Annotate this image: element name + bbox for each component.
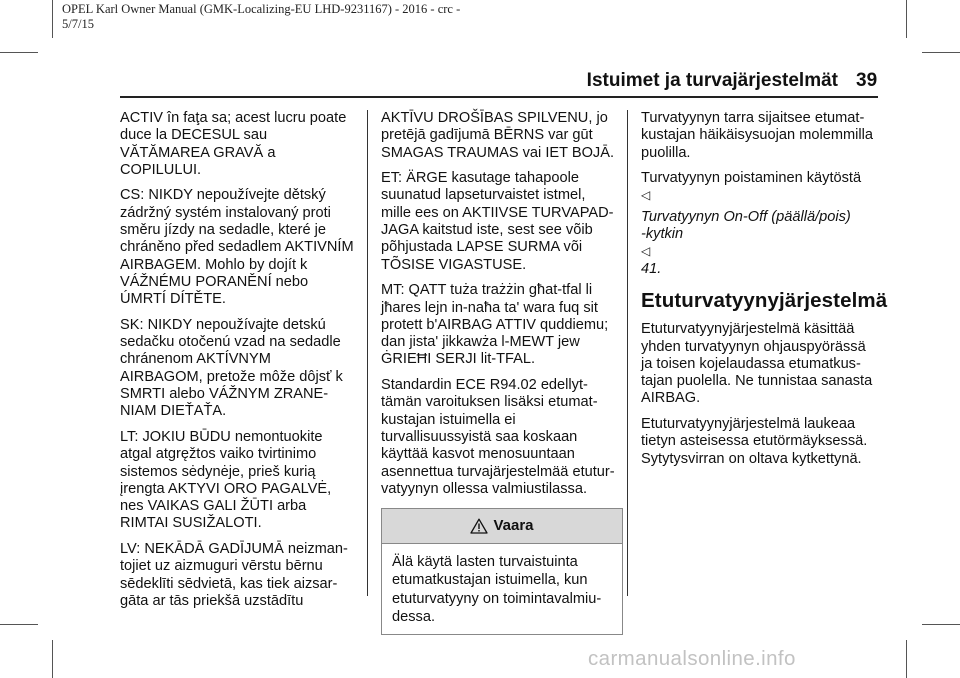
text-line: Etuturvatyynyjärjestelmä laukeaa [641, 416, 856, 433]
page-number: 39 [856, 70, 878, 91]
watermark: carmanualsonline.info [588, 647, 796, 670]
crop-mark [0, 52, 38, 53]
crop-mark [906, 0, 907, 38]
text-line: směru jízdy na sedadle, které je [120, 222, 327, 239]
text-line: yhden turvatyynyn ohjauspyörässä [641, 338, 866, 355]
column-1 [120, 110, 354, 619]
page-ref-arrow-icon: ◁ [641, 188, 651, 203]
text-line: ja toisen kojelaudassa etumatkus- [641, 355, 861, 372]
warning-triangle-icon [470, 518, 488, 534]
text-line: etumatkustajan istuimella, kun [392, 572, 588, 589]
text-line: duce la DECESUL sau [120, 127, 268, 144]
paragraph [381, 110, 623, 162]
text-fragment: -kytkin [641, 226, 684, 243]
text-line: ĠRIEĦI SERJI lit-TFAL. [381, 351, 536, 368]
crop-mark [0, 624, 38, 625]
warning-title: Vaara [493, 517, 534, 535]
text-line: LT: JOKIU BŪDU nemontuokite [120, 428, 323, 445]
text-line: atgal atgręžtos vaiko tvirtinimo [120, 446, 317, 463]
text-line: põhjustada LAPSE SURMA või [381, 239, 583, 256]
print-metadata [62, 2, 460, 32]
paragraph [381, 282, 623, 368]
crop-mark [922, 52, 960, 53]
text-line: SMRTI alebo VÁŽNYM ZRANE- [120, 386, 329, 403]
text-line: VÁŽNÉMU PORANĚNÍ nebo [120, 273, 309, 290]
header-rule [120, 96, 878, 98]
text-line [641, 226, 887, 278]
paragraph [641, 170, 887, 205]
text-line: sistemos sėdynėje, prieš kurią [120, 463, 316, 480]
text-line: SMAGAS TRAUMAS vai IET BOJĀ. [381, 144, 615, 161]
text-line: RIMTAI SUSIŽALOTI. [120, 515, 262, 532]
text-line: turvallisuussyistä saa koskaan [381, 428, 578, 445]
column-divider [627, 110, 628, 596]
text-line: sēdeklīti sēdvietā, kas tiek aizsar- [120, 575, 338, 592]
text-line: tämän varoituksen lisäksi etumat- [381, 394, 598, 411]
paragraph [120, 541, 354, 610]
text-line: jħares lejn in-naħa ta' wara fuq sit [381, 299, 598, 316]
text-line: Älä käytä lasten turvaistuinta [392, 554, 578, 571]
text-line: ÚMRTÍ DÍTĚTE. [120, 291, 226, 308]
section-title: Istuimet ja turvajärjestelmät [586, 70, 838, 91]
text-line: ET: ÄRGE kasutage tahapoole [381, 170, 579, 187]
text-line: gāta ar tās priekšā uzstādītu [120, 592, 304, 609]
text-line: įrengta AKTYVI ORO PAGALVĖ, [120, 480, 332, 497]
text-line: vatyynyn ollessa valmiustilassa. [381, 480, 588, 497]
text-line: tojiet uz aizmuguri vērstu bērnu [120, 558, 323, 575]
text-line: AIRBAG. [641, 390, 701, 407]
text-line: protett b'AIRBAG ATTIV quddiemu; [381, 316, 609, 333]
text-line: AIRBAGEM. Mohlo by dojít k [120, 256, 308, 273]
text-fragment: . [657, 260, 662, 277]
text-line: Turvatyynyn tarra sijaitsee etumat- [641, 110, 865, 126]
paragraph [120, 110, 354, 179]
text-line: asennettua turvajärjestelmää etutur- [381, 463, 615, 480]
metadata-line: OPEL Karl Owner Manual (GMK-Localizing-EU LHD-9231167) - 2016 - crc - [62, 2, 461, 16]
text-line: Sytytysvirran on oltava kytkettynä. [641, 450, 862, 467]
text-line: Turvatyynyn On-Off (päällä/pois) [641, 208, 851, 225]
text-line: Standardin ECE R94.02 edellyt- [381, 377, 588, 394]
text-line: tajan puolella. Ne tunnistaa sanasta [641, 373, 873, 390]
text-line: puolilla. [641, 144, 691, 161]
text-line: VĂTĂMAREA GRAVĂ a [120, 144, 276, 161]
crop-mark [52, 0, 53, 38]
text-line: nes VAIKAS GALI ŽŪTI arba [120, 498, 307, 515]
page-ref-arrow-icon: ◁ [641, 244, 651, 259]
text-line: chránenom AKTÍVNYM [120, 351, 271, 368]
text-line: CS: NIKDY nepoužívejte dětský [120, 187, 326, 204]
text-line: AKTĪVU DROŠĪBAS SPILVENU, jo [381, 110, 608, 126]
text-line: kustajan istuimella ei [381, 411, 516, 428]
link-text: Turvatyynyn poistaminen käytöstä [641, 170, 862, 187]
text-line: LV: NEKĀDĀ GADĪJUMĀ neizman- [120, 541, 348, 558]
text-line: TÕSISE VIGASTUSE. [381, 256, 527, 273]
column-2 [381, 110, 623, 635]
text-line: AIRBAGOM, pretože môže dôjsť k [120, 368, 343, 385]
text-line: MT: QATT tuża trażżin għat-tfal li [381, 282, 593, 299]
text-line: ACTIV în faţa sa; acest lucru poate [120, 110, 347, 126]
text-line: COPILULUI. [120, 161, 202, 178]
warning-header [382, 509, 622, 544]
page-ref-number: 41 [641, 260, 658, 277]
cross-reference[interactable] [641, 209, 887, 278]
crop-mark [922, 624, 960, 625]
text-line: zádržný systém instalovaný proti [120, 204, 331, 221]
crop-mark [906, 640, 907, 678]
paragraph [641, 416, 887, 468]
paragraph [641, 321, 887, 407]
text-line: SK: NIKDY nepoužívajte detskú [120, 316, 326, 333]
subsection-heading: Etuturvatyynyjärjestelmä [641, 288, 888, 312]
text-line: etuturvatyyny on toimintavalmiu- [392, 590, 602, 607]
text-line: pretējā gadījumā BĒRNS var gūt [381, 127, 593, 144]
text-line: suunatud lapseturvaistet istmel, [381, 187, 586, 204]
text-line: NIAM DIEŤAŤA. [120, 403, 227, 420]
paragraph [381, 170, 623, 274]
text-line: dan jista' jikkawża l-MEWT jew [381, 334, 580, 351]
paragraph [120, 429, 354, 533]
text-line [641, 170, 887, 205]
paragraph [641, 110, 887, 162]
paragraph [381, 377, 623, 498]
text-line: sedačku otočenú vzad na sedadle [120, 334, 341, 351]
crop-mark [52, 640, 53, 678]
text-line: käyttää kasvot menosuuntaan [381, 446, 575, 463]
warning-box [381, 508, 623, 635]
paragraph [120, 317, 354, 421]
text-line: kustajan häikäisysuojan molemmilla [641, 127, 873, 144]
paragraph [120, 187, 354, 308]
text-line: mille ees on AKTIIVSE TURVAPAD- [381, 204, 614, 221]
text-line: tietyn asteisessa etutörmäyksessä. [641, 433, 868, 450]
text-line: chráněno před sedadlem AKTIVNÍM [120, 239, 354, 256]
column-divider [367, 110, 368, 596]
text-line: Etuturvatyynyjärjestelmä käsittää [641, 321, 855, 338]
warning-body [382, 544, 622, 634]
metadata-line: 5/7/15 [62, 17, 94, 31]
column-3 [641, 110, 887, 476]
text-line: JAGA kaitstud iste, sest see võib [381, 222, 593, 239]
text-line: dessa. [392, 608, 435, 625]
